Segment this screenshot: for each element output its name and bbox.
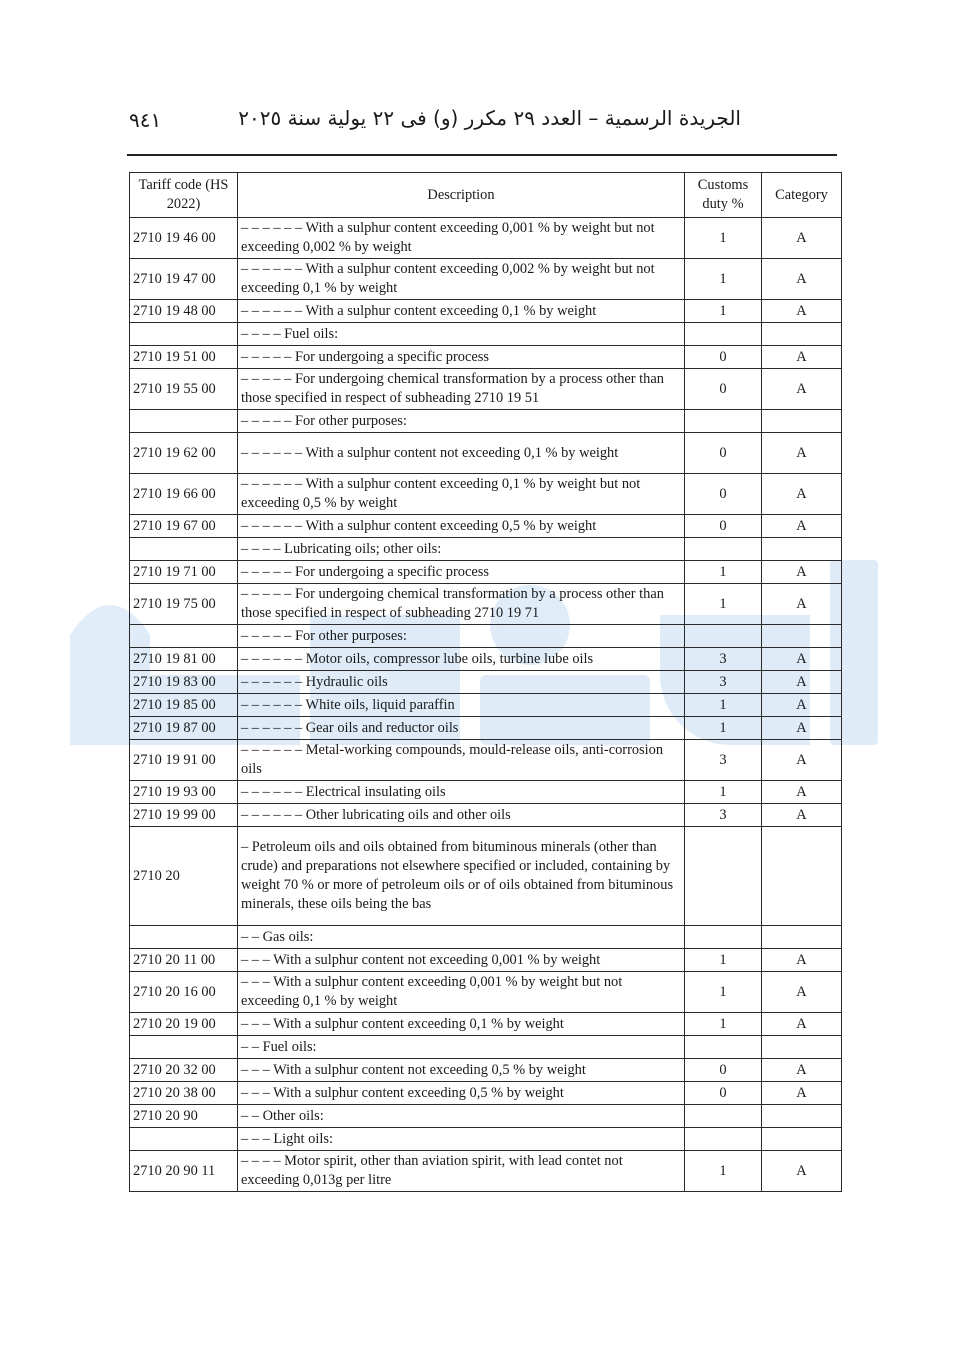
tariff-table (129, 172, 842, 1192)
category (762, 410, 842, 433)
description: – – – – Fuel oils: (238, 323, 685, 346)
tariff-code: 2710 19 62 00 (130, 433, 238, 474)
tariff-code: 2710 19 99 00 (130, 804, 238, 827)
category: A (762, 972, 842, 1013)
tariff-code: 2710 20 (130, 827, 238, 926)
tariff-code (130, 323, 238, 346)
tariff-code: 2710 20 90 11 (130, 1151, 238, 1192)
description: – – – With a sulphur content exceeding 0,001 % by weight but not exceeding 0,1 % by weight (238, 972, 685, 1013)
table-row (130, 717, 842, 740)
category: A (762, 1082, 842, 1105)
tariff-code: 2710 19 93 00 (130, 781, 238, 804)
description: – – – – – For undergoing a specific process (238, 346, 685, 369)
table-row (130, 410, 842, 433)
description: – – Fuel oils: (238, 1036, 685, 1059)
customs-duty: 1 (685, 781, 762, 804)
description: – – – – – – With a sulphur content exceeding 0,002 % by weight but not exceeding 0,1 % by weight (238, 259, 685, 300)
description: – – Gas oils: (238, 926, 685, 949)
description: – – – – – For undergoing chemical transformation by a process other than those specified in respect of subheading 2710 19 71 (238, 584, 685, 625)
category (762, 926, 842, 949)
category: A (762, 561, 842, 584)
table-row (130, 515, 842, 538)
tariff-code: 2710 19 66 00 (130, 474, 238, 515)
table-row (130, 671, 842, 694)
customs-duty (685, 827, 762, 926)
description: – – – – – – With a sulphur content not exceeding 0,1 % by weight (238, 433, 685, 474)
customs-duty (685, 1036, 762, 1059)
category: A (762, 717, 842, 740)
tariff-code: 2710 19 47 00 (130, 259, 238, 300)
customs-duty: 1 (685, 561, 762, 584)
description: – – – – – For undergoing chemical transformation by a process other than those specified in respect of subheading 2710 19 51 (238, 369, 685, 410)
description: – – Other oils: (238, 1105, 685, 1128)
customs-duty: 0 (685, 1082, 762, 1105)
tariff-code: 2710 19 75 00 (130, 584, 238, 625)
header-category: Category (762, 173, 842, 218)
table-row (130, 625, 842, 648)
category (762, 1036, 842, 1059)
table-header-row (130, 173, 842, 218)
table-row (130, 474, 842, 515)
category (762, 1128, 842, 1151)
table-row (130, 323, 842, 346)
table-row (130, 1013, 842, 1036)
customs-duty (685, 410, 762, 433)
table-row (130, 259, 842, 300)
table-row (130, 346, 842, 369)
description: – – – – – – With a sulphur content exceeding 0,5 % by weight (238, 515, 685, 538)
table-row (130, 740, 842, 781)
category: A (762, 671, 842, 694)
category: A (762, 584, 842, 625)
description: – – – – – For undergoing a specific process (238, 561, 685, 584)
tariff-code (130, 1128, 238, 1151)
description: – – – – – – Metal-working compounds, mould-release oils, anti-corrosion oils (238, 740, 685, 781)
tariff-code: 2710 19 85 00 (130, 694, 238, 717)
table-row (130, 781, 842, 804)
table-row (130, 300, 842, 323)
table-row (130, 1082, 842, 1105)
tariff-code: 2710 19 81 00 (130, 648, 238, 671)
customs-duty (685, 1128, 762, 1151)
description: – – – – – For other purposes: (238, 625, 685, 648)
category: A (762, 515, 842, 538)
tariff-code (130, 410, 238, 433)
table-row (130, 827, 842, 926)
category: A (762, 949, 842, 972)
description: – – – With a sulphur content not exceeding 0,5 % by weight (238, 1059, 685, 1082)
customs-duty: 0 (685, 474, 762, 515)
header-customs-duty: Customs duty % (685, 173, 762, 218)
table-row (130, 1036, 842, 1059)
description: – – – – – – Motor oils, compressor lube oils, turbine lube oils (238, 648, 685, 671)
tariff-code: 2710 19 46 00 (130, 218, 238, 259)
category (762, 1105, 842, 1128)
customs-duty (685, 538, 762, 561)
category: A (762, 369, 842, 410)
category: A (762, 218, 842, 259)
header-tariff-code: Tariff code (HS 2022) (130, 173, 238, 218)
header-description: Description (238, 173, 685, 218)
page-number: ٩٤١ (129, 108, 162, 132)
tariff-code: 2710 20 11 00 (130, 949, 238, 972)
customs-duty (685, 926, 762, 949)
tariff-code: 2710 19 67 00 (130, 515, 238, 538)
category: A (762, 300, 842, 323)
description: – – – – Motor spirit, other than aviation spirit, with lead contet not exceeding 0,013g per litre (238, 1151, 685, 1192)
category (762, 538, 842, 561)
category: A (762, 259, 842, 300)
table-row (130, 648, 842, 671)
tariff-code (130, 538, 238, 561)
description: – – – – – – With a sulphur content exceeding 0,1 % by weight (238, 300, 685, 323)
page-header (127, 104, 837, 142)
description: – – – With a sulphur content exceeding 0,1 % by weight (238, 1013, 685, 1036)
tariff-code: 2710 20 32 00 (130, 1059, 238, 1082)
table-row (130, 584, 842, 625)
category: A (762, 346, 842, 369)
description: – Petroleum oils and oils obtained from bituminous minerals (other than crude) and preparations not elsewhere specified or included, containing by weight 70 % or more of petroleum oils or of oils obtained from bituminous minerals, these oils being the bas (238, 827, 685, 926)
tariff-code: 2710 19 71 00 (130, 561, 238, 584)
tariff-code: 2710 19 48 00 (130, 300, 238, 323)
customs-duty: 1 (685, 717, 762, 740)
category: A (762, 1059, 842, 1082)
customs-duty: 0 (685, 433, 762, 474)
customs-duty: 0 (685, 515, 762, 538)
table-row (130, 972, 842, 1013)
category: A (762, 648, 842, 671)
category (762, 323, 842, 346)
table-row (130, 433, 842, 474)
table-row (130, 561, 842, 584)
description: – – – – – – With a sulphur content exceeding 0,1 % by weight but not exceeding 0,5 % by weight (238, 474, 685, 515)
category: A (762, 781, 842, 804)
customs-duty: 3 (685, 671, 762, 694)
customs-duty: 1 (685, 694, 762, 717)
description: – – – – – – Electrical insulating oils (238, 781, 685, 804)
table-row (130, 369, 842, 410)
tariff-code (130, 926, 238, 949)
tariff-code: 2710 19 83 00 (130, 671, 238, 694)
customs-duty: 1 (685, 218, 762, 259)
description: – – – Light oils: (238, 1128, 685, 1151)
table-row (130, 694, 842, 717)
table-row (130, 1128, 842, 1151)
tariff-code: 2710 20 90 (130, 1105, 238, 1128)
description: – – – – – For other purposes: (238, 410, 685, 433)
customs-duty: 0 (685, 346, 762, 369)
description: – – – – – – Hydraulic oils (238, 671, 685, 694)
tariff-code: 2710 19 51 00 (130, 346, 238, 369)
tariff-code: 2710 20 16 00 (130, 972, 238, 1013)
header-divider (127, 154, 837, 156)
table-row (130, 949, 842, 972)
customs-duty (685, 625, 762, 648)
category: A (762, 1013, 842, 1036)
description: – – – – – – Other lubricating oils and other oils (238, 804, 685, 827)
table-row (130, 926, 842, 949)
customs-duty: 1 (685, 584, 762, 625)
customs-duty: 3 (685, 740, 762, 781)
gazette-title: الجريدة الرسمية – العدد ٢٩ مكرر (و) فى ٢٢ يولية سنة ٢٠٢٥ (238, 106, 741, 130)
customs-duty: 0 (685, 1059, 762, 1082)
table-row (130, 1105, 842, 1128)
tariff-code: 2710 19 87 00 (130, 717, 238, 740)
description: – – – With a sulphur content not exceeding 0,001 % by weight (238, 949, 685, 972)
customs-duty: 1 (685, 949, 762, 972)
category: A (762, 694, 842, 717)
table-row (130, 218, 842, 259)
category: A (762, 804, 842, 827)
customs-duty (685, 323, 762, 346)
table-row (130, 538, 842, 561)
customs-duty: 3 (685, 804, 762, 827)
tariff-code: 2710 20 19 00 (130, 1013, 238, 1036)
tariff-code (130, 625, 238, 648)
description: – – – – Lubricating oils; other oils: (238, 538, 685, 561)
customs-duty: 1 (685, 972, 762, 1013)
tariff-code: 2710 19 91 00 (130, 740, 238, 781)
customs-duty: 1 (685, 300, 762, 323)
description: – – – – – – Gear oils and reductor oils (238, 717, 685, 740)
customs-duty: 1 (685, 1151, 762, 1192)
category: A (762, 740, 842, 781)
tariff-code: 2710 19 55 00 (130, 369, 238, 410)
category: A (762, 474, 842, 515)
description: – – – With a sulphur content exceeding 0,5 % by weight (238, 1082, 685, 1105)
description: – – – – – – White oils, liquid paraffin (238, 694, 685, 717)
table-row (130, 804, 842, 827)
tariff-code: 2710 20 38 00 (130, 1082, 238, 1105)
table-row (130, 1151, 842, 1192)
category: A (762, 433, 842, 474)
customs-duty: 0 (685, 369, 762, 410)
tariff-code (130, 1036, 238, 1059)
category (762, 827, 842, 926)
table-row (130, 1059, 842, 1082)
description: – – – – – – With a sulphur content exceeding 0,001 % by weight but not exceeding 0,002 % by weight (238, 218, 685, 259)
customs-duty: 1 (685, 259, 762, 300)
customs-duty: 3 (685, 648, 762, 671)
customs-duty: 1 (685, 1013, 762, 1036)
category (762, 625, 842, 648)
category: A (762, 1151, 842, 1192)
customs-duty (685, 1105, 762, 1128)
